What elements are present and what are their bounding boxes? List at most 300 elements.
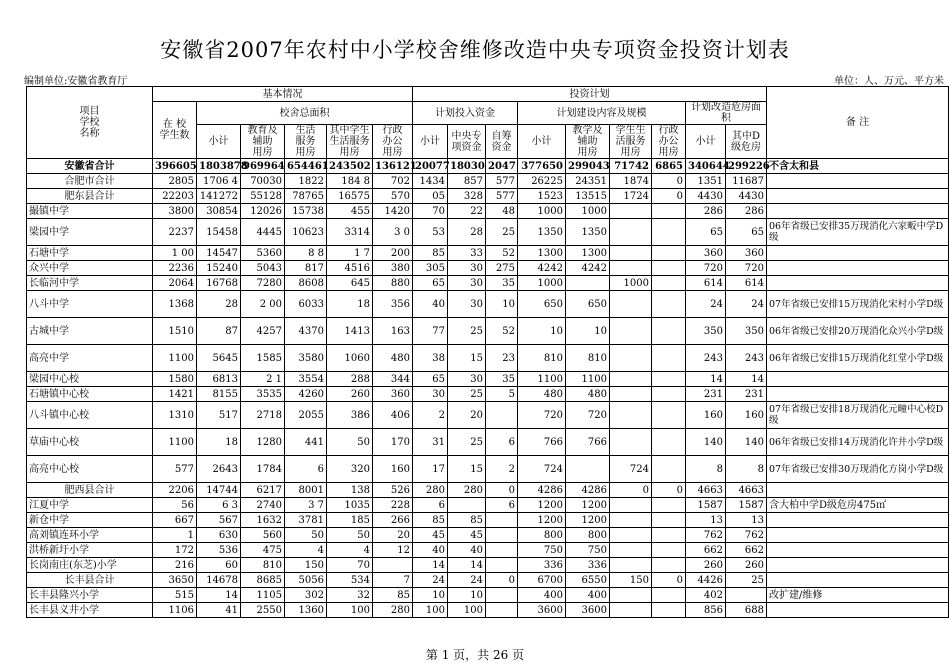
cell-value: 1035 bbox=[327, 498, 373, 513]
cell-value: 3600 bbox=[518, 603, 566, 618]
cell-value: 1803878 bbox=[197, 159, 241, 174]
cell-value: 299043 bbox=[566, 159, 610, 174]
cell-value: 100 bbox=[413, 603, 448, 618]
cell-value: 4430 bbox=[686, 189, 726, 204]
cell-value: 286 bbox=[686, 204, 726, 219]
cell-value: 336 bbox=[566, 558, 610, 573]
cell-value: 4257 bbox=[241, 318, 285, 345]
cell-value: 48 bbox=[486, 204, 518, 219]
cell-value: 18 bbox=[197, 429, 241, 456]
cell-value bbox=[486, 513, 518, 528]
cell-value: 762 bbox=[686, 528, 726, 543]
table-row bbox=[27, 219, 949, 246]
cell-value: 228 bbox=[373, 498, 413, 513]
cell-value: 4430 bbox=[726, 189, 767, 204]
cell-value: 2206 bbox=[153, 483, 197, 498]
cell-value: 45 bbox=[413, 528, 448, 543]
row-note: 07年省级已安排15万现消化宋村小学D级 bbox=[767, 291, 949, 318]
row-name: 长临河中学 bbox=[27, 276, 153, 291]
cell-value: 2805 bbox=[153, 174, 197, 189]
cell-value: 360 bbox=[373, 387, 413, 402]
cell-value: 14 bbox=[448, 558, 486, 573]
cell-value: 71742 bbox=[610, 159, 652, 174]
cell-value: 70 bbox=[327, 558, 373, 573]
cell-value: 1300 bbox=[566, 246, 610, 261]
cell-value: 30854 bbox=[197, 204, 241, 219]
cell-value: 13 bbox=[726, 513, 767, 528]
cell-value: 567 bbox=[197, 513, 241, 528]
cell-value bbox=[610, 603, 652, 618]
cell-value: 7 bbox=[373, 573, 413, 588]
cell-value: 396605 bbox=[153, 159, 197, 174]
cell-value: 406 bbox=[373, 402, 413, 429]
cell-value: 6 3 bbox=[197, 498, 241, 513]
cell-value: 969964 bbox=[241, 159, 285, 174]
cell-value: 12 bbox=[373, 543, 413, 558]
cell-value: 3781 bbox=[285, 513, 327, 528]
row-name: 八斗镇中心校 bbox=[27, 402, 153, 429]
cell-value: 30 bbox=[448, 291, 486, 318]
cell-value: 170 bbox=[373, 429, 413, 456]
cell-value: 2740 bbox=[241, 498, 285, 513]
cell-value: 163 bbox=[373, 318, 413, 345]
table-row bbox=[27, 558, 949, 573]
cell-value: 14744 bbox=[197, 483, 241, 498]
cell-value: 10 bbox=[566, 318, 610, 345]
cell-value: 1874 bbox=[610, 174, 652, 189]
cell-value: 60 bbox=[197, 558, 241, 573]
table-row bbox=[27, 429, 949, 456]
cell-value: 650 bbox=[566, 291, 610, 318]
row-note bbox=[767, 603, 949, 618]
cell-value: 141272 bbox=[197, 189, 241, 204]
cell-value: 6700 bbox=[518, 573, 566, 588]
header-invest-plan: 投资计划 bbox=[413, 87, 767, 102]
cell-value: 654461 bbox=[285, 159, 327, 174]
cell-value: 766 bbox=[518, 429, 566, 456]
cell-value: 1100 bbox=[566, 372, 610, 387]
cell-value: 810 bbox=[566, 345, 610, 372]
cell-value: 480 bbox=[373, 345, 413, 372]
cell-value: 1000 bbox=[518, 204, 566, 219]
row-note bbox=[767, 528, 949, 543]
cell-value: 4445 bbox=[241, 219, 285, 246]
table-row bbox=[27, 543, 949, 558]
cell-value: 577 bbox=[153, 456, 197, 483]
cell-value bbox=[610, 291, 652, 318]
cell-value: 4242 bbox=[566, 261, 610, 276]
table-row bbox=[27, 402, 949, 429]
cell-value: 260 bbox=[686, 558, 726, 573]
table-row bbox=[27, 513, 949, 528]
cell-value: 13 bbox=[686, 513, 726, 528]
cell-value: 200 bbox=[373, 246, 413, 261]
cell-value: 1300 bbox=[518, 246, 566, 261]
cell-value: 25 bbox=[448, 387, 486, 402]
cell-value: 100 bbox=[327, 603, 373, 618]
cell-value: 10 bbox=[518, 318, 566, 345]
cell-value: 10623 bbox=[285, 219, 327, 246]
cell-value: 534 bbox=[327, 573, 373, 588]
cell-value bbox=[486, 528, 518, 543]
row-note: 不含太和县 bbox=[767, 159, 949, 174]
cell-value: 4663 bbox=[686, 483, 726, 498]
row-note bbox=[767, 558, 949, 573]
cell-value: 30 bbox=[448, 261, 486, 276]
header-d-d: 其中D 级危房 bbox=[726, 125, 767, 159]
cell-value: 340644 bbox=[686, 159, 726, 174]
cell-value bbox=[486, 558, 518, 573]
cell-value: 1523 bbox=[518, 189, 566, 204]
cell-value: 1000 bbox=[566, 204, 610, 219]
cell-value: 70030 bbox=[241, 174, 285, 189]
cell-value: 350 bbox=[686, 318, 726, 345]
header-b-admin: 行政 办公 用房 bbox=[652, 125, 686, 159]
cell-value: 20 bbox=[373, 528, 413, 543]
cell-value: 24351 bbox=[566, 174, 610, 189]
cell-value: 85 bbox=[413, 246, 448, 261]
cell-value: 1200 bbox=[566, 498, 610, 513]
table-row bbox=[27, 603, 949, 618]
cell-value: 1587 bbox=[726, 498, 767, 513]
cell-value: 360 bbox=[726, 246, 767, 261]
cell-value: 2064 bbox=[153, 276, 197, 291]
cell-value bbox=[652, 291, 686, 318]
cell-value: 1368 bbox=[153, 291, 197, 318]
cell-value: 662 bbox=[726, 543, 767, 558]
cell-value: 720 bbox=[686, 261, 726, 276]
cell-value: 15 bbox=[448, 345, 486, 372]
row-name: 江夏中学 bbox=[27, 498, 153, 513]
cell-value: 53 bbox=[413, 219, 448, 246]
cell-value: 0 bbox=[486, 573, 518, 588]
cell-value bbox=[652, 204, 686, 219]
cell-value: 185 bbox=[327, 513, 373, 528]
cell-value: 24 bbox=[686, 291, 726, 318]
cell-value: 3535 bbox=[241, 387, 285, 402]
cell-value: 4 bbox=[327, 543, 373, 558]
cell-value: 30 bbox=[448, 372, 486, 387]
cell-value: 22 bbox=[448, 204, 486, 219]
cell-value: 480 bbox=[566, 387, 610, 402]
cell-value: 32 bbox=[327, 588, 373, 603]
cell-value: 2643 bbox=[197, 456, 241, 483]
cell-value: 2237 bbox=[153, 219, 197, 246]
cell-value bbox=[652, 387, 686, 402]
cell-value: 8 8 bbox=[285, 246, 327, 261]
cell-value: 77 bbox=[413, 318, 448, 345]
cell-value: 336 bbox=[518, 558, 566, 573]
cell-value: 22203 bbox=[153, 189, 197, 204]
cell-value: 3 7 bbox=[285, 498, 327, 513]
table-row bbox=[27, 204, 949, 219]
cell-value: 231 bbox=[726, 387, 767, 402]
cell-value: 3554 bbox=[285, 372, 327, 387]
row-name: 高亮中心校 bbox=[27, 456, 153, 483]
cell-value: 70 bbox=[413, 204, 448, 219]
cell-value: 662 bbox=[686, 543, 726, 558]
cell-value: 724 bbox=[610, 456, 652, 483]
cell-value: 10 bbox=[413, 588, 448, 603]
row-name: 撮镇中学 bbox=[27, 204, 153, 219]
cell-value: 8608 bbox=[285, 276, 327, 291]
cell-value bbox=[652, 345, 686, 372]
cell-value bbox=[610, 387, 652, 402]
header-b-sub: 小计 bbox=[518, 125, 566, 159]
cell-value bbox=[652, 603, 686, 618]
cell-value bbox=[652, 261, 686, 276]
cell-value: 85 bbox=[413, 513, 448, 528]
cell-value bbox=[610, 372, 652, 387]
cell-value: 20 bbox=[448, 402, 486, 429]
cell-value: 15 bbox=[448, 456, 486, 483]
cell-value: 6813 bbox=[197, 372, 241, 387]
cell-value: 1000 bbox=[610, 276, 652, 291]
table-row bbox=[27, 498, 949, 513]
cell-value: 480 bbox=[518, 387, 566, 402]
cell-value: 288 bbox=[327, 372, 373, 387]
row-name: 石塘中学 bbox=[27, 246, 153, 261]
cell-value: 6217 bbox=[241, 483, 285, 498]
cell-value: 6550 bbox=[566, 573, 610, 588]
cell-value: 25 bbox=[486, 219, 518, 246]
cell-value: 150 bbox=[285, 558, 327, 573]
cell-value: 65 bbox=[413, 276, 448, 291]
row-note bbox=[767, 372, 949, 387]
header-teach: 教育及 辅助 用房 bbox=[241, 125, 285, 159]
header-mid-life: 其中学生 生活服务 用房 bbox=[327, 125, 373, 159]
cell-value: 702 bbox=[373, 174, 413, 189]
cell-value: 6 bbox=[413, 498, 448, 513]
cell-value: 8 bbox=[686, 456, 726, 483]
cell-value bbox=[652, 318, 686, 345]
cell-value: 35 bbox=[486, 276, 518, 291]
compiling-unit: 编制单位:安徽省教育厅 bbox=[24, 76, 128, 87]
row-note bbox=[767, 387, 949, 402]
unit-label: 单位：人、万元、平方米 bbox=[834, 76, 944, 87]
row-note bbox=[767, 483, 949, 498]
cell-value: 6 bbox=[486, 429, 518, 456]
cell-value: 150 bbox=[610, 573, 652, 588]
cell-value: 15458 bbox=[197, 219, 241, 246]
header-basic: 基本情况 bbox=[153, 87, 413, 102]
header-note: 备 注 bbox=[767, 87, 949, 159]
cell-value: 1100 bbox=[153, 429, 197, 456]
header-life: 生活 服务 用房 bbox=[285, 125, 327, 159]
cell-value: 15738 bbox=[285, 204, 327, 219]
cell-value: 8 bbox=[726, 456, 767, 483]
cell-value bbox=[610, 204, 652, 219]
cell-value: 172 bbox=[153, 543, 197, 558]
cell-value: 800 bbox=[518, 528, 566, 543]
cell-value: 350 bbox=[726, 318, 767, 345]
cell-value: 23 bbox=[486, 345, 518, 372]
row-name: 古城中学 bbox=[27, 318, 153, 345]
cell-value: 85 bbox=[373, 588, 413, 603]
row-note bbox=[767, 276, 949, 291]
cell-value: 138 bbox=[327, 483, 373, 498]
cell-value: 0 bbox=[652, 483, 686, 498]
cell-value: 3800 bbox=[153, 204, 197, 219]
row-name: 安徽省合计 bbox=[27, 159, 153, 174]
cell-value: 45 bbox=[448, 528, 486, 543]
cell-value: 570 bbox=[373, 189, 413, 204]
cell-value: 1200 bbox=[518, 498, 566, 513]
table-row bbox=[27, 528, 949, 543]
cell-value bbox=[610, 543, 652, 558]
cell-value bbox=[448, 498, 486, 513]
cell-value: 3 0 bbox=[373, 219, 413, 246]
cell-value: 160 bbox=[686, 402, 726, 429]
cell-value: 766 bbox=[566, 429, 610, 456]
cell-value: 52 bbox=[486, 246, 518, 261]
cell-value: 1351 bbox=[686, 174, 726, 189]
cell-value: 8001 bbox=[285, 483, 327, 498]
cell-value: 50 bbox=[285, 528, 327, 543]
cell-value: 85 bbox=[448, 513, 486, 528]
row-name: 合肥市合计 bbox=[27, 174, 153, 189]
cell-value: 800 bbox=[566, 528, 610, 543]
row-note bbox=[767, 261, 949, 276]
cell-value: 243502 bbox=[327, 159, 373, 174]
cell-value bbox=[566, 276, 610, 291]
cell-value: 880 bbox=[373, 276, 413, 291]
cell-value bbox=[652, 429, 686, 456]
cell-value: 762 bbox=[726, 528, 767, 543]
cell-value: 810 bbox=[518, 345, 566, 372]
table-row bbox=[27, 291, 949, 318]
table-row bbox=[27, 246, 949, 261]
cell-value: 05 bbox=[413, 189, 448, 204]
row-name: 梁园中学 bbox=[27, 219, 153, 246]
cell-value: 356 bbox=[373, 291, 413, 318]
row-name: 新仓中学 bbox=[27, 513, 153, 528]
cell-value bbox=[610, 402, 652, 429]
cell-value: 1 00 bbox=[153, 246, 197, 261]
cell-value: 260 bbox=[726, 558, 767, 573]
cell-value: 2550 bbox=[241, 603, 285, 618]
cell-value: 40 bbox=[413, 291, 448, 318]
cell-value bbox=[652, 276, 686, 291]
cell-value: 1350 bbox=[566, 219, 610, 246]
cell-value: 577 bbox=[486, 174, 518, 189]
cell-value: 1706 4 bbox=[197, 174, 241, 189]
table-row bbox=[27, 318, 949, 345]
cell-value: 1421 bbox=[153, 387, 197, 402]
cell-value bbox=[652, 372, 686, 387]
cell-value: 50 bbox=[327, 528, 373, 543]
cell-value: 3314 bbox=[327, 219, 373, 246]
cell-value: 386 bbox=[327, 402, 373, 429]
cell-value: 475 bbox=[241, 543, 285, 558]
cell-value: 1200 bbox=[518, 513, 566, 528]
row-note: 含大柏中学D级危房475㎡ bbox=[767, 498, 949, 513]
cell-value: 160 bbox=[726, 402, 767, 429]
cell-value bbox=[652, 498, 686, 513]
cell-value: 65 bbox=[686, 219, 726, 246]
cell-value: 52 bbox=[486, 318, 518, 345]
cell-value: 1632 bbox=[241, 513, 285, 528]
header-b-teach: 教学及 辅助 用房 bbox=[566, 125, 610, 159]
cell-value bbox=[610, 261, 652, 276]
cell-value: 650 bbox=[518, 291, 566, 318]
row-name: 八斗中学 bbox=[27, 291, 153, 318]
cell-value: 243 bbox=[726, 345, 767, 372]
cell-value: 3600 bbox=[566, 603, 610, 618]
cell-value: 360 bbox=[686, 246, 726, 261]
page-title: 安徽省2007年农村中小学校舍维修改造中央专项资金投资计划表 bbox=[160, 38, 790, 62]
cell-value: 26225 bbox=[518, 174, 566, 189]
row-note bbox=[767, 246, 949, 261]
cell-value: 810 bbox=[241, 558, 285, 573]
cell-value: 286 bbox=[726, 204, 767, 219]
cell-value: 4516 bbox=[327, 261, 373, 276]
header-build-plan: 计划建设内容及规模 bbox=[518, 102, 686, 125]
cell-value: 1280 bbox=[241, 429, 285, 456]
cell-value: 8155 bbox=[197, 387, 241, 402]
cell-value: 817 bbox=[285, 261, 327, 276]
cell-value: 1105 bbox=[241, 588, 285, 603]
cell-value: 400 bbox=[518, 588, 566, 603]
cell-value: 400 bbox=[566, 588, 610, 603]
cell-value: 4370 bbox=[285, 318, 327, 345]
cell-value: 18 bbox=[327, 291, 373, 318]
cell-value: 140 bbox=[686, 429, 726, 456]
cell-value bbox=[610, 345, 652, 372]
cell-value: 50 bbox=[327, 429, 373, 456]
cell-value: 4242 bbox=[518, 261, 566, 276]
cell-value: 645 bbox=[327, 276, 373, 291]
cell-value: 4 bbox=[285, 543, 327, 558]
cell-value: 0 bbox=[610, 483, 652, 498]
cell-value: 5360 bbox=[241, 246, 285, 261]
cell-value bbox=[652, 588, 686, 603]
row-note: 改扩建/维修 bbox=[767, 588, 949, 603]
cell-value: 2 bbox=[486, 456, 518, 483]
cell-value bbox=[610, 318, 652, 345]
row-note bbox=[767, 513, 949, 528]
cell-value: 1350 bbox=[518, 219, 566, 246]
cell-value: 6033 bbox=[285, 291, 327, 318]
cell-value bbox=[566, 456, 610, 483]
header-d-sub: 小计 bbox=[686, 125, 726, 159]
cell-value: 299226 bbox=[726, 159, 767, 174]
cell-value: 24 bbox=[726, 291, 767, 318]
cell-value: 56 bbox=[153, 498, 197, 513]
cell-value: 14678 bbox=[197, 573, 241, 588]
cell-value: 380 bbox=[373, 261, 413, 276]
cell-value: 2 bbox=[413, 402, 448, 429]
row-name: 肥东县合计 bbox=[27, 189, 153, 204]
cell-value bbox=[610, 498, 652, 513]
cell-value: 33 bbox=[448, 246, 486, 261]
row-name: 草庙中心校 bbox=[27, 429, 153, 456]
cell-value bbox=[652, 558, 686, 573]
cell-value: 24 bbox=[413, 573, 448, 588]
row-note bbox=[767, 543, 949, 558]
row-note: 07年省级已安排18万现消化元疃中心校D级 bbox=[767, 402, 949, 429]
cell-value: 1510 bbox=[153, 318, 197, 345]
cell-value: 30 bbox=[448, 276, 486, 291]
cell-value: 10 bbox=[486, 291, 518, 318]
cell-value: 30 bbox=[413, 387, 448, 402]
cell-value: 4426 bbox=[686, 573, 726, 588]
cell-value: 14 bbox=[197, 588, 241, 603]
cell-value: 28 bbox=[197, 291, 241, 318]
cell-value bbox=[652, 528, 686, 543]
cell-value: 41 bbox=[197, 603, 241, 618]
cell-value: 260 bbox=[327, 387, 373, 402]
